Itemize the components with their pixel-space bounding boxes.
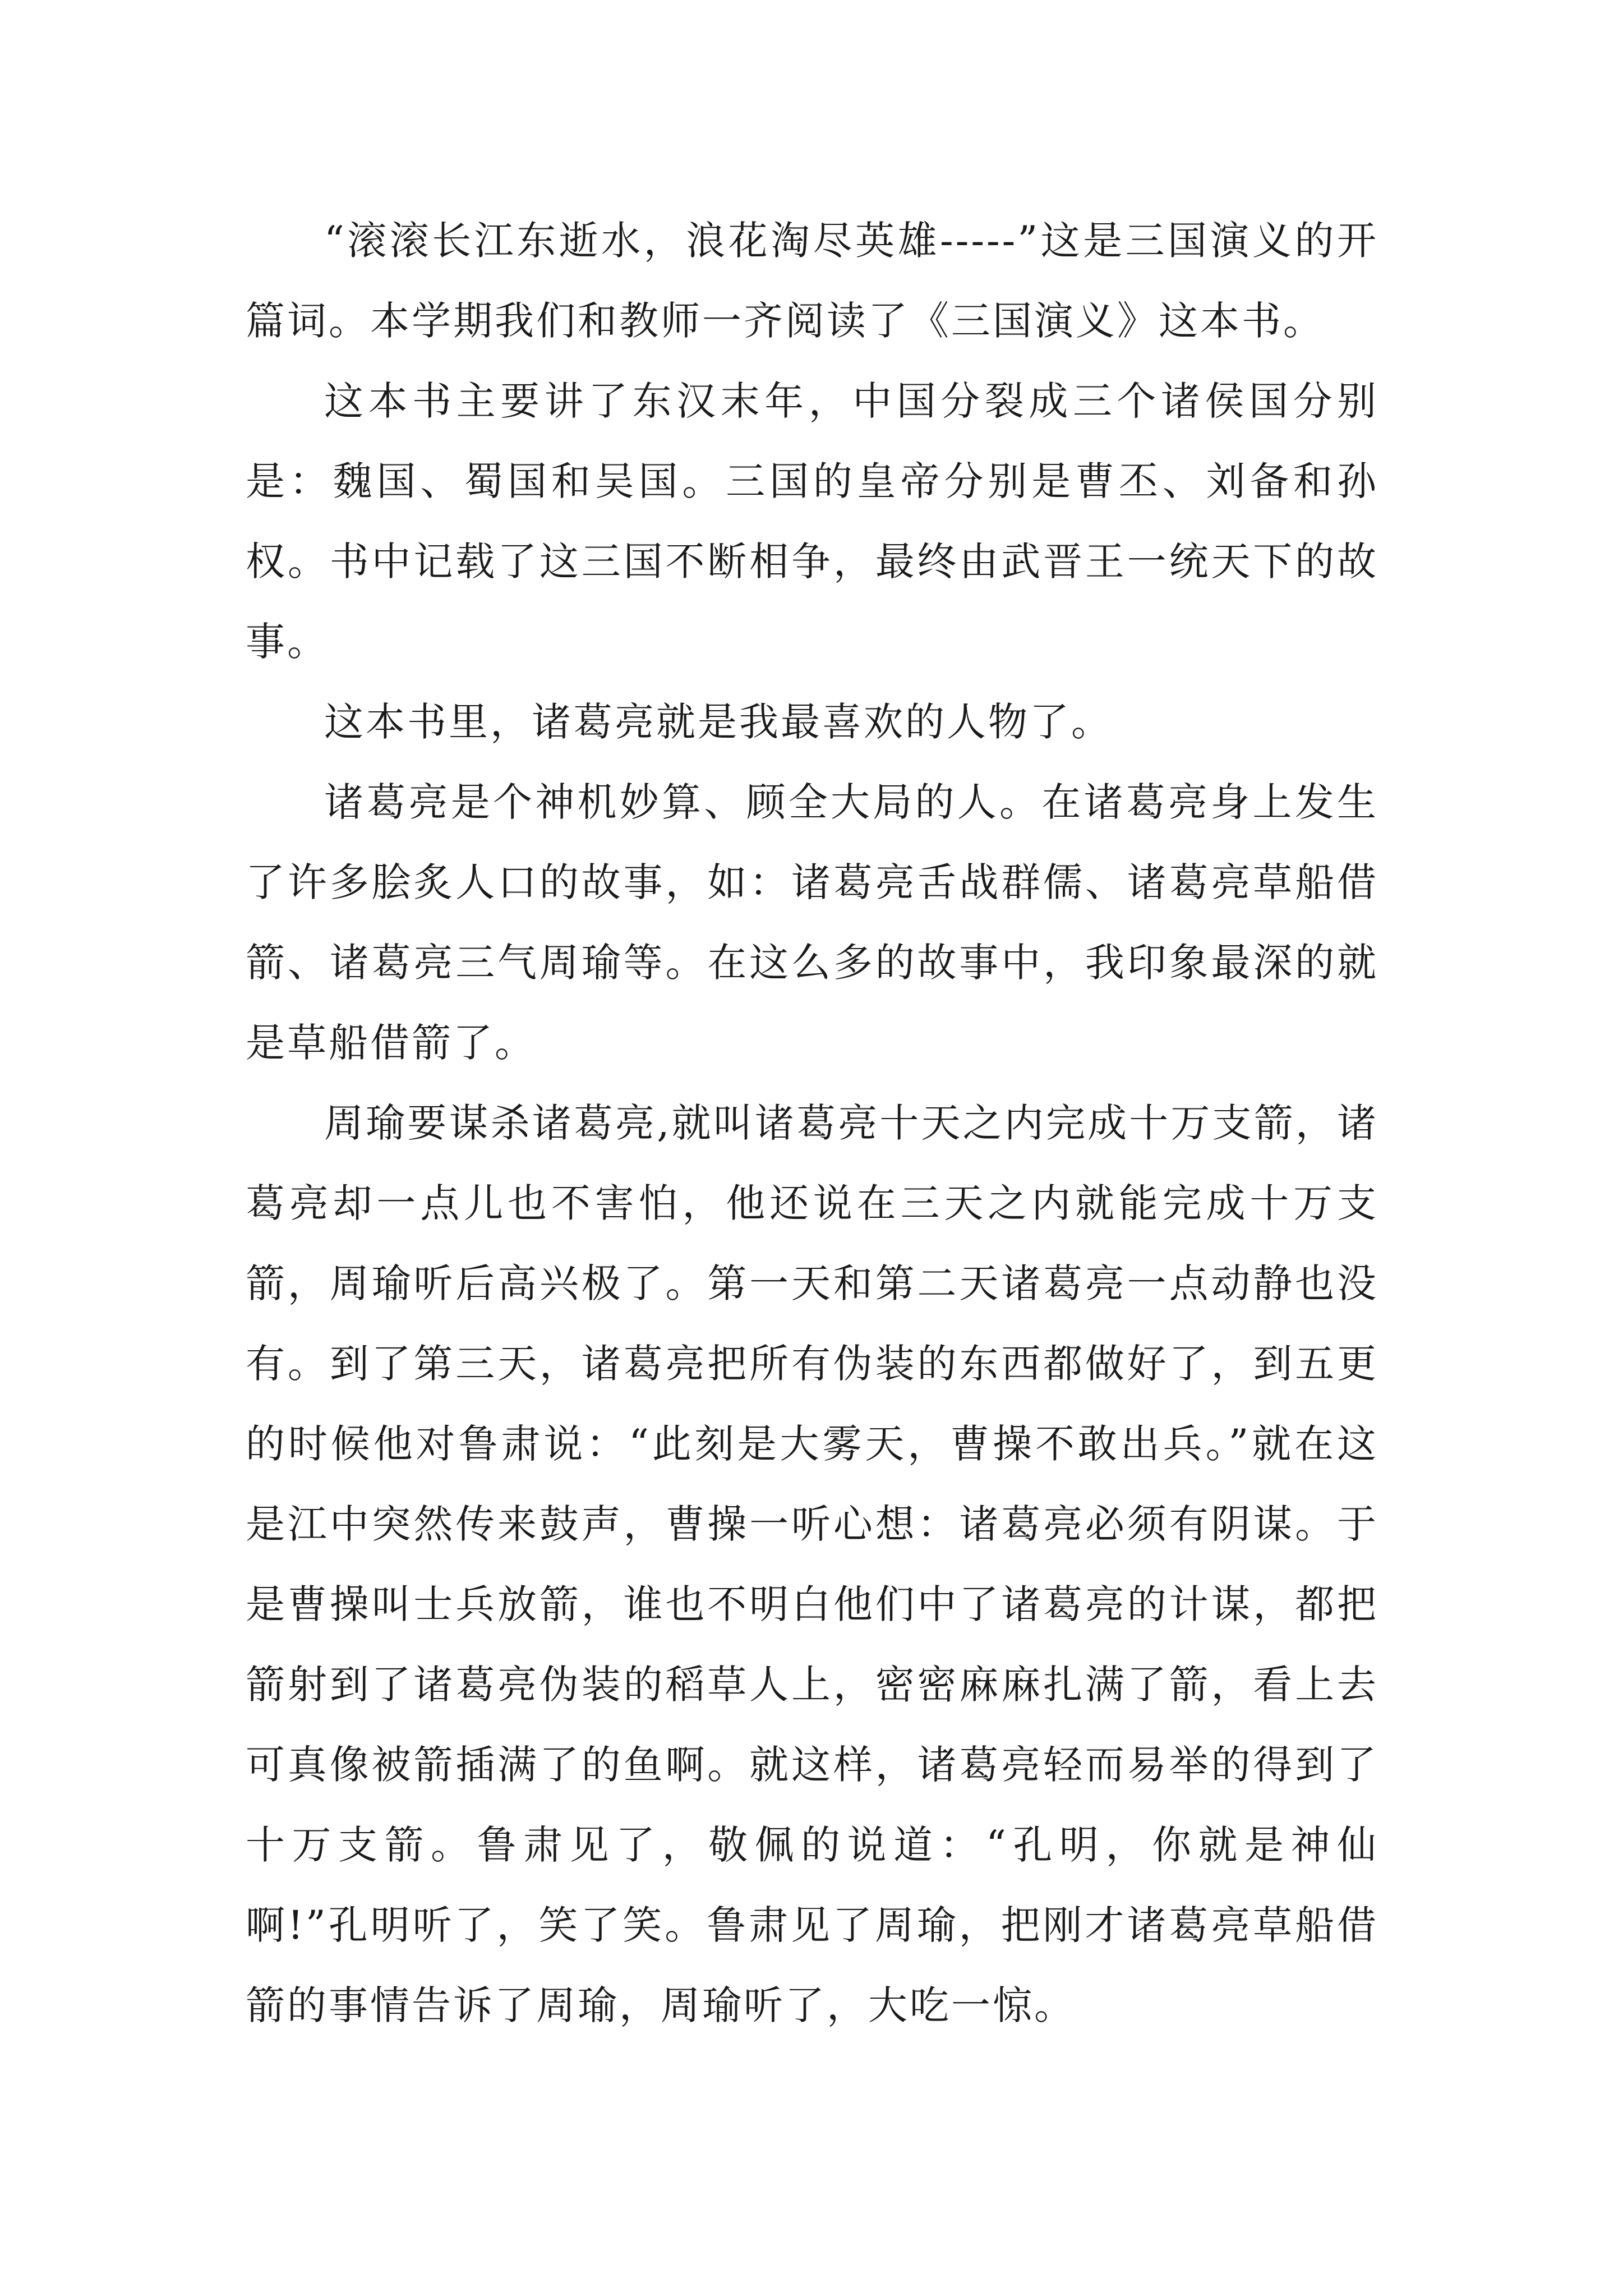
paragraph-favorite-character: 这本书里，诸葛亮就是我最喜欢的人物了。 xyxy=(324,699,1113,745)
paragraph-summary: 这本书主要讲了东汉末年，中国分裂成三个诸侯国分别是：魏国、蜀国和吴国。三国的皇帝分别是曹丕、刘备和孙权。书中记载了这三国不断相争，最终由武晋王一统天下的故事。 xyxy=(246,378,1378,665)
paragraph-borrowing-arrows: 周瑜要谋杀诸葛亮,就叫诸葛亮十天之内完成十万支箭，诸葛亮却一点儿也不害怕，他还说在三天之内就能完成十万支箭，周瑜听后高兴极了。第一天和第二天诸葛亮一点动静也没有。到了第三天，诸葛亮把所有伪装的东西都做好了，到五更的时候他对鲁肃说：“此刻是大雾天，曹操不敢出兵。”就在这是江中突然传来鼓声，曹操一听心想：诸葛亮必须有阴谋。于是曹操叫士兵放箭，谁也不明白他们中了诸葛亮的计谋，都把箭射到了诸葛亮伪装的稻草人上，密密麻麻扎满了箭，看上去可真像被箭插满了的鱼啊。就这样，诸葛亮轻而易举的得到了十万支箭。鲁肃见了，敬佩的说道：“孔明，你就是神仙啊!”孔明听了，笑了笑。鲁肃见了周瑜，把刚才诸葛亮草船借箭的事情告诉了周瑜，周瑜听了，大吃一惊。 xyxy=(246,1100,1378,2028)
paragraph-intro: “滚滚长江东逝水，浪花淘尽英雄-----”这是三国演义的开篇词。本学期我们和教师一齐阅读了《三国演义》这本书。 xyxy=(246,218,1378,344)
document-body xyxy=(246,201,1378,2046)
paragraph-zhuge-liang: 诸葛亮是个神机妙算、顾全大局的人。在诸葛亮身上发生了许多脍炙人口的故事，如：诸葛亮舌战群儒、诸葛亮草船借箭、诸葛亮三气周瑜等。在这么多的故事中，我印象最深的就是草船借箭了。 xyxy=(246,779,1378,1066)
